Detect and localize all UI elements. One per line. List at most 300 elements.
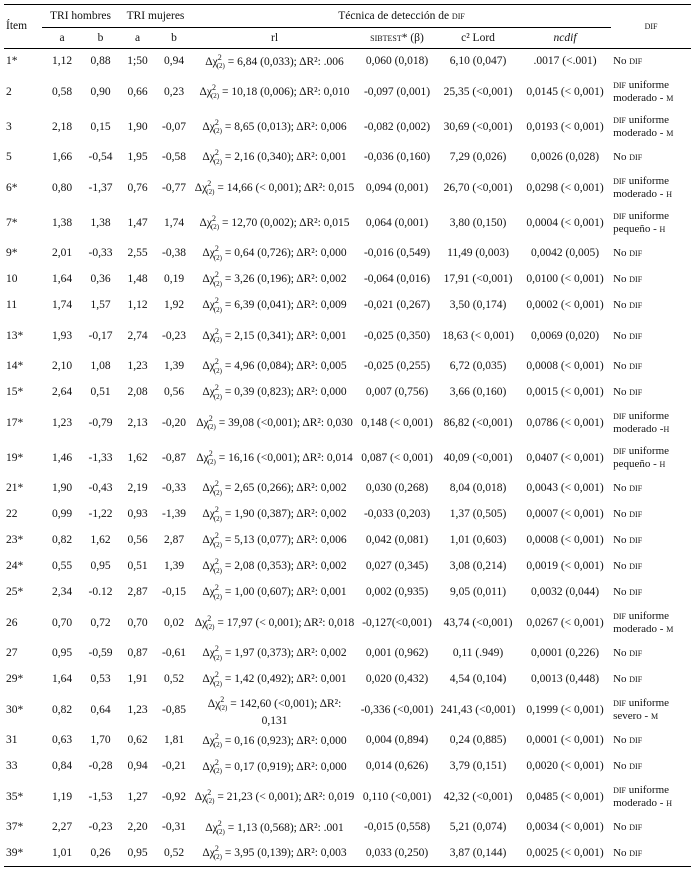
cell-dif: dif uniforme moderado - h <box>613 784 672 810</box>
cell-hombres-b: 1,62 <box>90 534 111 546</box>
header-hombres-b: b <box>82 28 119 49</box>
cell-sibtest: 0,001 (0,962) <box>365 647 429 659</box>
cell-rl: $\Delta\chi^2_{(2)} = 21,23$ (< 0,001); ΔR²: 0,019 <box>194 788 355 806</box>
cell-ncdif: 0,0032 (0,044) <box>531 586 600 598</box>
cell-sibtest: -0,016 (0,549) <box>363 247 431 259</box>
cell-rl: $\Delta\chi^2_{(2)} = 5,13$ (0,077); ΔR²: 0,006 <box>202 531 347 549</box>
cell-rl: $\Delta\chi^2_{(2)} = 4,96$ (0,084); ΔR²: 0,005 <box>202 357 347 375</box>
cell-hombres-b: -0,33 <box>88 247 113 259</box>
cell-mujeres-a: 2,55 <box>127 247 148 259</box>
cell-hombres-b: -0,59 <box>88 647 113 659</box>
cell-item: 6* <box>6 181 18 194</box>
cell-sibtest: 0,020 (0,432) <box>365 673 429 685</box>
cell-sibtest: -0,025 (0,350) <box>363 329 431 342</box>
table-row <box>4 476 691 502</box>
cell-dif: dif uniforme moderado - m <box>613 610 674 635</box>
cell-sibtest: 0,004 (0,894) <box>365 734 429 747</box>
cell-mujeres-b: -0,85 <box>162 703 186 716</box>
cell-lord: 25,35 (<0,001) <box>443 85 513 98</box>
cell-hombres-a: 0,80 <box>51 181 73 194</box>
table-row <box>4 580 691 606</box>
cell-rl: $\Delta\chi^2_{(2)} = 2,08$ (0,353); ΔR²: 0,002 <box>202 557 347 575</box>
cell-mujeres-a: 1;50 <box>127 55 148 68</box>
cell-hombres-a: 0,70 <box>51 616 73 629</box>
cell-mujeres-b: 0,94 <box>163 55 185 68</box>
cell-mujeres-b: -0,87 <box>162 451 186 464</box>
cell-hombres-a: 2,10 <box>51 360 73 372</box>
cell-sibtest: 0,007 (0,756) <box>365 386 429 398</box>
cell-lord: 0,11 (.949) <box>452 647 504 659</box>
table-row <box>4 554 691 580</box>
cell-ncdif: 0,0013 (0,448) <box>531 673 600 685</box>
cell-item: 1* <box>6 55 18 68</box>
cell-ncdif: 0,0034 (< 0,001) <box>526 821 604 834</box>
cell-dif: No dif <box>613 534 643 546</box>
cell-lord: 3,79 (0,151) <box>449 760 507 773</box>
cell-hombres-a: 0,99 <box>51 508 73 520</box>
cell-item: 37* <box>6 821 24 834</box>
cell-mujeres-b: -1,39 <box>162 508 186 520</box>
table-row <box>4 354 691 380</box>
cell-mujeres-b: 1,81 <box>163 734 185 747</box>
table-row <box>4 49 691 75</box>
cell-hombres-a: 2,18 <box>51 120 73 133</box>
cell-hombres-a: 1,90 <box>51 482 73 494</box>
cell-sibtest: 0,033 (0,250) <box>357 841 437 867</box>
cell-hombres-a: 2,34 <box>51 586 73 598</box>
cell-item: 24* <box>6 560 24 572</box>
table-row <box>4 241 691 267</box>
cell-sibtest: -0,127(<0,001) <box>362 616 432 629</box>
cell-ncdif: 0,0004 (< 0,001) <box>526 216 604 229</box>
cell-rl: $\Delta\chi^2_{(2)} = 39,08$ (<0,001); ΔR²: 0,030 <box>196 413 353 432</box>
cell-mujeres-b: 0,52 <box>163 673 185 685</box>
cell-ncdif: 0,0020 (< 0,001) <box>526 760 604 773</box>
header-tri-mujeres: TRI mujeres <box>119 5 192 28</box>
cell-mujeres-b: -0,38 <box>162 247 186 259</box>
cell-ncdif: 0,0298 (< 0,001) <box>526 181 604 194</box>
cell-dif: No dif <box>613 482 643 494</box>
cell-dif: No dif <box>613 821 643 834</box>
cell-sibtest: 0,064 (0,001) <box>365 216 429 229</box>
cell-mujeres-b: -0,33 <box>162 482 186 494</box>
cell-item: 14* <box>6 360 24 372</box>
cell-hombres-b: -0,28 <box>88 760 113 773</box>
cell-hombres-b: -0.12 <box>88 586 113 598</box>
cell-sibtest: -0,097 (0,001) <box>363 85 431 98</box>
cell-mujeres-b: -0,21 <box>162 760 186 773</box>
cell-rl: $\Delta\chi^2_{(2)} = 1,97$ (0,373); ΔR²: 0,002 <box>202 644 347 662</box>
cell-rl: $\Delta\chi^2_{(2)} = 8,65$ (0,013); ΔR²: 0,006 <box>202 117 347 136</box>
cell-hombres-b: 0,51 <box>90 386 111 398</box>
cell-lord: 1,01 (0,603) <box>449 534 507 546</box>
cell-ncdif: 0,0008 (< 0,001) <box>526 360 604 372</box>
header-item: Ítem <box>4 5 42 49</box>
cell-mujeres-b: -0,61 <box>162 647 186 659</box>
cell-ncdif: 0,0069 (0,020) <box>531 329 600 342</box>
table-row <box>4 441 691 476</box>
cell-mujeres-b: 0,56 <box>163 386 185 398</box>
cell-hombres-b: -1,37 <box>88 181 113 194</box>
cell-mujeres-a: 1,27 <box>127 790 148 803</box>
cell-mujeres-b: 0,23 <box>163 85 185 98</box>
cell-hombres-a: 1,23 <box>51 416 73 429</box>
cell-hombres-a: 2,64 <box>51 386 73 398</box>
cell-hombres-a: 0,82 <box>51 534 73 546</box>
cell-ncdif: 0,0015 (< 0,001) <box>526 386 604 398</box>
cell-dif: dif uniforme moderado - m <box>613 114 674 139</box>
cell-item: 10 <box>6 273 18 285</box>
cell-mujeres-a: 1,23 <box>127 703 148 716</box>
cell-ncdif: 0,0042 (0,005) <box>531 247 600 259</box>
cell-hombres-b: -1,33 <box>88 451 113 464</box>
header-sibtest: sibtest* (β) <box>357 28 437 49</box>
table-row <box>4 841 691 867</box>
cell-rl: $\Delta\chi^2_{(2)} = 12,70$ (0,002); ΔR²: 0,015 <box>199 213 350 232</box>
table-row <box>4 667 691 693</box>
cell-rl: $\Delta\chi^2_{(2)} = 10,18$ (0,006); ΔR²: 0,010 <box>199 82 350 101</box>
cell-lord: 86,82 (<0,001) <box>443 416 513 429</box>
cell-lord: 18,63 (< 0,001) <box>442 329 514 342</box>
cell-item: 3 <box>6 120 12 133</box>
cell-lord: 3,08 (0,214) <box>449 560 507 572</box>
cell-ncdif: 0,0267 (< 0,001) <box>526 616 604 629</box>
cell-dif: No dif <box>613 673 643 685</box>
cell-item: 29* <box>6 673 24 685</box>
table-row <box>4 206 691 241</box>
cell-mujeres-b: 1,92 <box>163 299 185 311</box>
cell-hombres-b: -0,43 <box>88 482 113 494</box>
cell-hombres-b: 1,57 <box>90 299 111 311</box>
cell-ncdif: 0,0025 (< 0,001) <box>519 841 611 867</box>
header-tri-hombres: TRI hombres <box>42 5 119 28</box>
cell-rl: $\Delta\chi^2_{(2)} = 2,15$ (0,341); ΔR²: 0,001 <box>202 326 347 345</box>
cell-rl: $\Delta\chi^2_{(2)} = 0,17$ (0,919); ΔR²: 0,000 <box>202 757 347 775</box>
cell-item: 13* <box>6 329 24 342</box>
cell-sibtest: -0,036 (0,160) <box>363 151 431 163</box>
cell-sibtest: 0,148 (< 0,001) <box>361 416 433 429</box>
table-row <box>4 502 691 528</box>
cell-dif: No dif <box>613 560 643 572</box>
cell-mujeres-a: 0,51 <box>127 560 148 572</box>
table-row <box>4 728 691 754</box>
cell-dif: No dif <box>613 151 643 163</box>
cell-lord: 241,43 (<0,001) <box>440 703 516 716</box>
cell-item: 30* <box>6 703 24 716</box>
cell-dif: No dif <box>613 386 643 398</box>
cell-ncdif: 0,1999 (< 0,001) <box>526 703 604 716</box>
table-row <box>4 406 691 441</box>
cell-ncdif: 0,0407 (< 0,001) <box>526 451 604 464</box>
cell-ncdif: 0,0001 (0,226) <box>531 647 600 659</box>
cell-dif: No dif <box>613 55 643 68</box>
cell-rl: $\Delta\chi^2_{(2)} = 3,26$ (0,196); ΔR²: 0,002 <box>202 270 347 288</box>
cell-dif: dif uniforme pequeño - h <box>613 445 670 470</box>
table-body <box>4 49 691 867</box>
cell-ncdif: 0,0002 (< 0,001) <box>526 299 604 311</box>
table-row <box>4 75 691 110</box>
cell-mujeres-b: 0,02 <box>163 616 185 629</box>
cell-hombres-b: 0,88 <box>90 55 111 68</box>
cell-lord: 3,50 (0,174) <box>449 299 507 311</box>
cell-hombres-a: 1,12 <box>51 55 73 68</box>
cell-ncdif: 0,0026 (0,028) <box>531 151 600 163</box>
cell-ncdif: 0,0001 (< 0,001) <box>526 734 604 747</box>
cell-sibtest: 0,042 (0,081) <box>365 534 429 546</box>
cell-sibtest: -0,021 (0,267) <box>363 299 431 311</box>
cell-rl: $\Delta\chi^2_{(2)} = 16,16$ (<0,001); ΔR²: 0,014 <box>196 448 353 467</box>
header-dif: dif <box>611 5 691 49</box>
cell-mujeres-a: 0,70 <box>127 616 148 629</box>
cell-rl: $\Delta\chi^2_{(2)} = 6,39$ (0,041); ΔR²: 0,009 <box>202 296 347 314</box>
cell-mujeres-a: 1,47 <box>127 216 148 229</box>
cell-mujeres-a: 1,48 <box>127 273 148 285</box>
cell-sibtest: 0,087 (< 0,001) <box>361 451 433 464</box>
cell-hombres-b: 1,38 <box>90 216 111 229</box>
cell-rl: $\Delta\chi^2_{(2)} = 17,97$ (< 0,001); ΔR²: 0,018 <box>194 613 355 632</box>
cell-mujeres-b: 2,87 <box>163 534 185 546</box>
header-mujeres-a: a <box>119 28 156 49</box>
cell-mujeres-a: 2,19 <box>127 482 148 494</box>
cell-ncdif: 0,0485 (< 0,001) <box>526 790 604 803</box>
cell-rl: $\Delta\chi^2_{(2)} = 1,00$ (0,607); ΔR²: 0,001 <box>202 583 347 601</box>
cell-sibtest: -0,064 (0,016) <box>363 273 431 285</box>
cell-sibtest: 0,094 (0,001) <box>365 181 429 194</box>
cell-item: 22 <box>6 508 18 520</box>
table-row <box>4 110 691 145</box>
cell-hombres-a: 1,93 <box>51 329 73 342</box>
cell-item: 2 <box>6 85 12 98</box>
cell-mujeres-a: 1,62 <box>127 451 148 464</box>
cell-mujeres-b: -0,58 <box>162 151 186 163</box>
cell-sibtest: 0,110 (<0,001) <box>362 790 432 803</box>
cell-lord: 40,09 (<0,001) <box>443 451 513 464</box>
cell-hombres-b: -1,53 <box>88 790 113 803</box>
table-row <box>4 319 691 354</box>
cell-dif: No dif <box>613 586 643 598</box>
table-row <box>4 754 691 780</box>
cell-lord: 5,21 (0,074) <box>449 821 507 834</box>
cell-sibtest: -0,082 (0,002) <box>363 120 431 133</box>
cell-dif: No dif <box>613 299 643 311</box>
cell-sibtest: -0,336 (<0,001) <box>360 703 434 716</box>
header-hombres-a: a <box>42 28 82 49</box>
cell-dif: dif uniforme moderado - h <box>613 175 672 200</box>
cell-ncdif: 0,0043 (< 0,001) <box>526 482 604 494</box>
table-row <box>4 815 691 841</box>
cell-sibtest: 0,027 (0,345) <box>365 560 429 572</box>
table-row <box>4 528 691 554</box>
cell-lord: 17,91 (<0,001) <box>443 273 513 285</box>
cell-item: 17* <box>6 416 24 429</box>
cell-mujeres-b: 0,19 <box>163 273 185 285</box>
table-row <box>4 293 691 319</box>
cell-item: 23* <box>6 534 24 546</box>
cell-hombres-b: -0,17 <box>88 329 113 342</box>
cell-mujeres-a: 0,66 <box>127 85 148 98</box>
cell-mujeres-a: 0,94 <box>127 760 148 773</box>
cell-hombres-b: 0,72 <box>90 616 111 629</box>
table-row <box>4 641 691 667</box>
cell-hombres-b: 1,70 <box>90 734 111 747</box>
cell-dif: No dif <box>613 647 643 659</box>
cell-item: 5 <box>6 151 12 163</box>
table-row <box>4 145 691 171</box>
cell-lord: 6,72 (0,035) <box>449 360 507 372</box>
cell-rl: $\Delta\chi^2_{(2)} = 6,84$ (0,033); ΔR²: .006 <box>205 52 344 70</box>
cell-sibtest: 0,060 (0,018) <box>365 55 429 68</box>
cell-sibtest: -0,033 (0,203) <box>363 508 431 520</box>
cell-hombres-a: 1,46 <box>51 451 73 464</box>
table-row <box>4 693 691 728</box>
cell-hombres-b: 1,08 <box>90 360 111 372</box>
cell-dif: No dif <box>613 508 643 520</box>
cell-hombres-a: 2,27 <box>51 821 73 834</box>
header-lord: c² Lord <box>437 28 519 49</box>
cell-dif: dif uniforme pequeño - h <box>613 210 670 235</box>
cell-mujeres-b: 1,39 <box>163 360 185 372</box>
cell-hombres-a: 0,63 <box>51 734 73 747</box>
cell-hombres-a: 1,64 <box>51 273 73 285</box>
cell-lord: 3,80 (0,150) <box>449 216 507 229</box>
cell-item: 15* <box>6 386 24 398</box>
cell-hombres-a: 1,66 <box>51 151 73 163</box>
cell-sibtest: -0,025 (0,255) <box>363 360 431 372</box>
cell-hombres-b: 0,95 <box>90 560 111 572</box>
cell-dif: dif uniforme severo - m <box>613 697 670 723</box>
cell-rl: $\Delta\chi^2_{(2)} = 1,13$ (0,568); ΔR²: .001 <box>205 818 344 836</box>
cell-rl: $\Delta\chi^2_{(2)} = 1,42$ (0,492); ΔR²: 0,001 <box>202 670 347 688</box>
cell-lord: 11,49 (0,003) <box>447 247 509 259</box>
cell-hombres-a: 0,82 <box>51 703 73 716</box>
cell-rl: $\Delta\chi^2_{(2)} = 2,16$ (0,340); ΔR²: 0,001 <box>202 148 347 166</box>
cell-rl: $\Delta\chi^2_{(2)} = 0,64$ (0,726); ΔR²: 0,000 <box>202 244 347 262</box>
header-tecnica: Técnica de detección de dif <box>192 5 611 28</box>
cell-dif: No dif <box>613 247 643 259</box>
cell-dif: No dif <box>613 329 643 342</box>
cell-mujeres-a: 2,74 <box>127 329 148 342</box>
cell-ncdif: 0,0145 (< 0,001) <box>526 85 604 98</box>
cell-mujeres-b: -0,92 <box>162 790 186 803</box>
cell-dif: No dif <box>613 273 643 285</box>
cell-lord: 26,70 (<0,001) <box>443 181 513 194</box>
header-mujeres-b: b <box>156 28 192 49</box>
cell-mujeres-a: 0,93 <box>127 508 148 520</box>
cell-ncdif: 0,0019 (< 0,001) <box>526 560 604 572</box>
cell-mujeres-a: 2,08 <box>127 386 148 398</box>
cell-dif: No dif <box>611 841 691 867</box>
cell-hombres-a: 1,64 <box>51 673 73 685</box>
cell-mujeres-a: 2,87 <box>127 586 148 598</box>
cell-rl: $\Delta\chi^2_{(2)} = 1,90$ (0,387); ΔR²: 0,002 <box>202 505 347 523</box>
cell-sibtest: -0,015 (0,558) <box>363 821 431 834</box>
cell-hombres-a: 0,95 <box>51 647 73 659</box>
cell-mujeres-b: -0,77 <box>162 181 186 194</box>
cell-hombres-a: 0,84 <box>51 760 73 773</box>
cell-hombres-a: 1,38 <box>51 216 73 229</box>
cell-mujeres-a: 0,62 <box>127 734 148 747</box>
cell-mujeres-a: 2,13 <box>127 416 148 429</box>
table-row <box>4 606 691 641</box>
cell-item: 31 <box>6 734 18 747</box>
cell-ncdif: 0,0193 (< 0,001) <box>526 120 604 133</box>
cell-sibtest: 0,030 (0,268) <box>365 482 429 494</box>
cell-mujeres-a: 1,95 <box>127 151 148 163</box>
cell-item: 27 <box>6 647 18 659</box>
cell-item: 7* <box>6 216 18 229</box>
cell-mujeres-b: -0,20 <box>162 416 186 429</box>
cell-hombres-a: 1,74 <box>51 299 73 311</box>
cell-mujeres-b: 1,74 <box>163 216 185 229</box>
cell-hombres-b: -1,22 <box>88 508 113 520</box>
cell-hombres-a: 0,55 <box>51 560 73 572</box>
cell-dif: No dif <box>613 360 643 372</box>
cell-item: 19* <box>6 451 24 464</box>
cell-mujeres-b: -0,07 <box>162 120 186 133</box>
cell-hombres-b: 0,26 <box>82 841 119 867</box>
cell-lord: 6,10 (0,047) <box>449 55 507 68</box>
cell-mujeres-a: 0,95 <box>119 841 156 867</box>
cell-dif: No dif <box>613 760 643 773</box>
cell-rl: $\Delta\chi^2_{(2)} = 2,65$ (0,266); ΔR²: 0,002 <box>202 479 347 497</box>
cell-hombres-b: -0,54 <box>88 151 113 163</box>
cell-item: 26 <box>6 616 18 629</box>
cell-lord: 3,87 (0,144) <box>437 841 519 867</box>
cell-mujeres-a: 1,91 <box>127 673 148 685</box>
cell-hombres-b: 0,15 <box>90 120 111 133</box>
cell-lord: 9,05 (0,011) <box>449 586 507 598</box>
cell-item: 35* <box>6 790 24 803</box>
cell-rl: $\Delta\chi^2_{(2)} = 14,66$ (< 0,001); ΔR²: 0,015 <box>194 178 355 197</box>
cell-lord: 30,69 (<0,001) <box>443 120 513 133</box>
cell-hombres-b: -0,23 <box>88 821 113 834</box>
cell-hombres-a: 1,19 <box>51 790 73 803</box>
table-row <box>4 171 691 206</box>
cell-mujeres-b: 1,39 <box>163 560 185 572</box>
cell-mujeres-a: 1,23 <box>127 360 148 372</box>
cell-ncdif: 0,0786 (< 0,001) <box>526 416 604 429</box>
cell-ncdif: .0017 (<.001) <box>533 55 597 68</box>
cell-hombres-b: 0,36 <box>90 273 111 285</box>
cell-lord: 42,32 (<0,001) <box>443 790 513 803</box>
cell-hombres-a: 1,01 <box>42 841 82 867</box>
cell-rl: $\Delta\chi^2_{(2)} = 142,60$ (<0,001); ΔR²: 0,131 <box>207 694 342 727</box>
table-row <box>4 267 691 293</box>
header-rl: rl <box>192 28 357 49</box>
cell-hombres-b: 0,53 <box>90 673 111 685</box>
cell-hombres-b: 0,90 <box>90 85 111 98</box>
cell-hombres-a: 2,01 <box>51 247 73 259</box>
cell-lord: 43,74 (<0,001) <box>443 616 513 629</box>
cell-dif: dif uniforme moderado -h <box>613 410 670 435</box>
cell-lord: 1,37 (0,505) <box>449 508 507 520</box>
cell-mujeres-a: 2,20 <box>127 821 148 834</box>
cell-dif: No dif <box>613 734 643 747</box>
cell-mujeres-b: -0,31 <box>162 821 186 834</box>
cell-lord: 0,24 (0,885) <box>449 734 507 747</box>
cell-sibtest: 0,014 (0,626) <box>365 760 429 773</box>
cell-lord: 7,29 (0,026) <box>449 151 507 163</box>
cell-mujeres-a: 0,56 <box>127 534 148 546</box>
cell-hombres-b: -0,79 <box>88 416 113 429</box>
cell-mujeres-a: 0,87 <box>127 647 148 659</box>
cell-mujeres-b: -0,15 <box>162 586 186 598</box>
dif-results-table <box>4 4 691 867</box>
cell-item: 33 <box>6 760 18 773</box>
cell-ncdif: 0,0007 (< 0,001) <box>526 508 604 520</box>
cell-item: 21* <box>6 482 24 494</box>
cell-ncdif: 0,0100 (< 0,001) <box>526 273 604 285</box>
